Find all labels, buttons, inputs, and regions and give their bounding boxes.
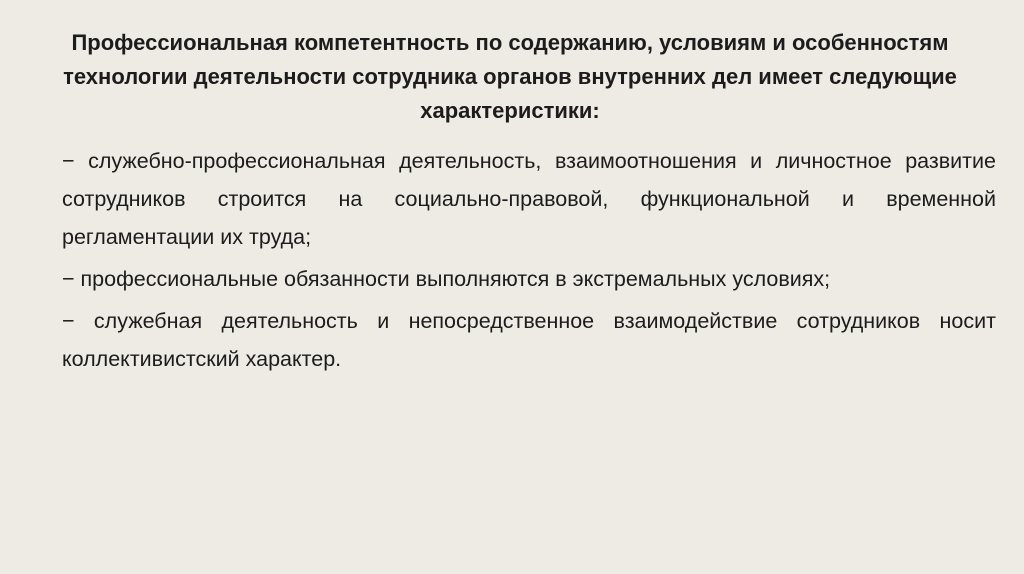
list-item-text: − служебная деятельность и непосредственное взаимодействие сотрудников носит коллективистский характер. <box>62 309 996 371</box>
list-item <box>62 260 996 298</box>
list-item-text: − профессиональные обязанности выполняются в экстремальных условиях; <box>62 267 831 291</box>
list-item <box>62 302 996 378</box>
characteristics-list <box>62 142 996 382</box>
list-item-text: − служебно-профессиональная деятельность, взаимоотношения и личностное развитие сотрудников строится на социально-правовой, функциональной и временной регламентации их труда; <box>62 149 996 249</box>
slide-title: Профессиональная компетентность по содержанию, условиям и особенностям технологии деятельности сотрудника органов внутренних дел имеет следующие характеристики: <box>63 30 957 123</box>
list-item <box>62 142 996 256</box>
